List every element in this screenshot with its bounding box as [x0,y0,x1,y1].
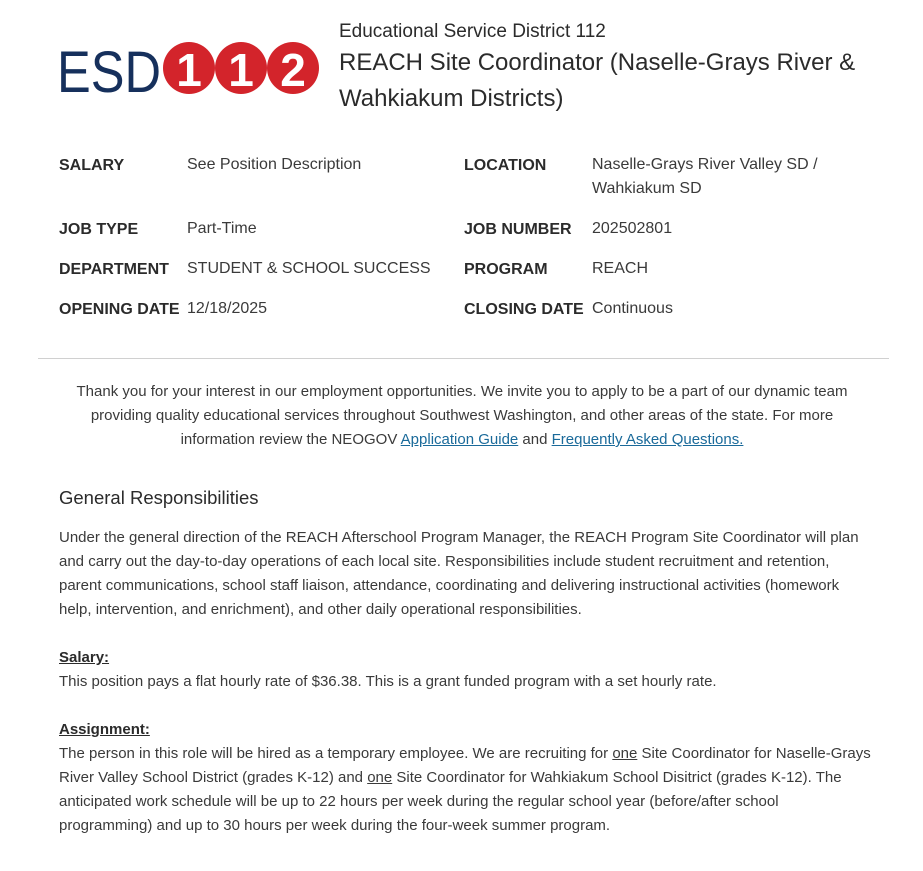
organization-name: Educational Service District 112 [339,21,606,42]
location-label: LOCATION [464,157,547,174]
closing-date-value: Continuous [592,300,673,317]
department-label: DEPARTMENT [59,261,169,278]
faq-link[interactable]: Frequently Asked Questions. [551,431,744,448]
logo-esd-text: ESD [57,40,161,102]
opening-date-value: 12/18/2025 [187,300,268,317]
salary-value: See Position Description [187,156,362,173]
application-guide-link[interactable]: Application Guide [400,431,519,448]
program-value: REACH [592,260,649,277]
assignment-one-1: one [612,745,638,762]
assignment-body [59,742,871,838]
assignment-one-2: one [367,769,393,786]
salary-label: SALARY [59,157,125,174]
program-label: PROGRAM [464,261,548,278]
logo-digit-2: 1 [228,44,254,96]
assignment-text-2: Site Coordinator for Naselle-Grays River Valley School District (grades K-12) and [59,745,871,786]
assignment-heading: Assignment: [59,721,150,738]
job-number-label: JOB NUMBER [464,221,572,238]
salary-body: This position pays a flat hourly rate of $36.38. This is a grant funded program with a set hourly rate. [59,673,717,690]
job-type-label: JOB TYPE [59,221,139,238]
section-divider [38,358,889,359]
department-value: STUDENT & SCHOOL SUCCESS [187,260,431,277]
job-title: REACH Site Coordinator (Naselle-Grays River & Wahkiakum Districts) [339,49,856,112]
opening-date-label: OPENING DATE [59,301,180,318]
logo-digit-1: 1 [176,44,202,96]
location-value-line2: Wahkiakum SD [592,180,702,197]
general-responsibilities-body: Under the general direction of the REACH Afterschool Program Manager, the REACH Program Site Coordinator will plan and carry out the day-to-day operations of each local site. Responsibilities include student recruitment and retention, parent communications, school staff liaison, attendance, coordinating and delivering instructional activities (homework help, intervention, and enrichment), and other daily operational responsibilities. [59,529,859,618]
general-responsibilities-heading: General Responsibilities [59,487,259,508]
logo-digit-3: 2 [280,44,306,96]
assignment-text-1: The person in this role will be hired as a temporary employee. We are recruiting for [59,745,613,762]
salary-heading: Salary: [59,649,110,666]
job-type-value: Part-Time [187,220,257,237]
job-number-value: 202502801 [592,220,673,237]
intro-paragraph [58,380,866,452]
assignment-text-3: Site Coordinator for Wahkiakum School Disitrict (grades K-12). The anticipated work schedule will be up to 22 hours per week during the regular school year (before/after school programming) and up to 30 hours per week during the four-week summer program. [59,769,842,834]
location-value-line1: Naselle-Grays River Valley SD / [592,156,818,173]
intro-text: Thank you for your interest in our employment opportunities. We invite you to apply to be a part of our dynamic team providing quality educational services throughout Southwest Washington, and other areas of the state. For more information review the NEOGOV [76,383,848,448]
closing-date-label: CLOSING DATE [464,301,584,318]
intro-and-text: and [518,431,552,448]
esd112-logo [57,36,322,102]
